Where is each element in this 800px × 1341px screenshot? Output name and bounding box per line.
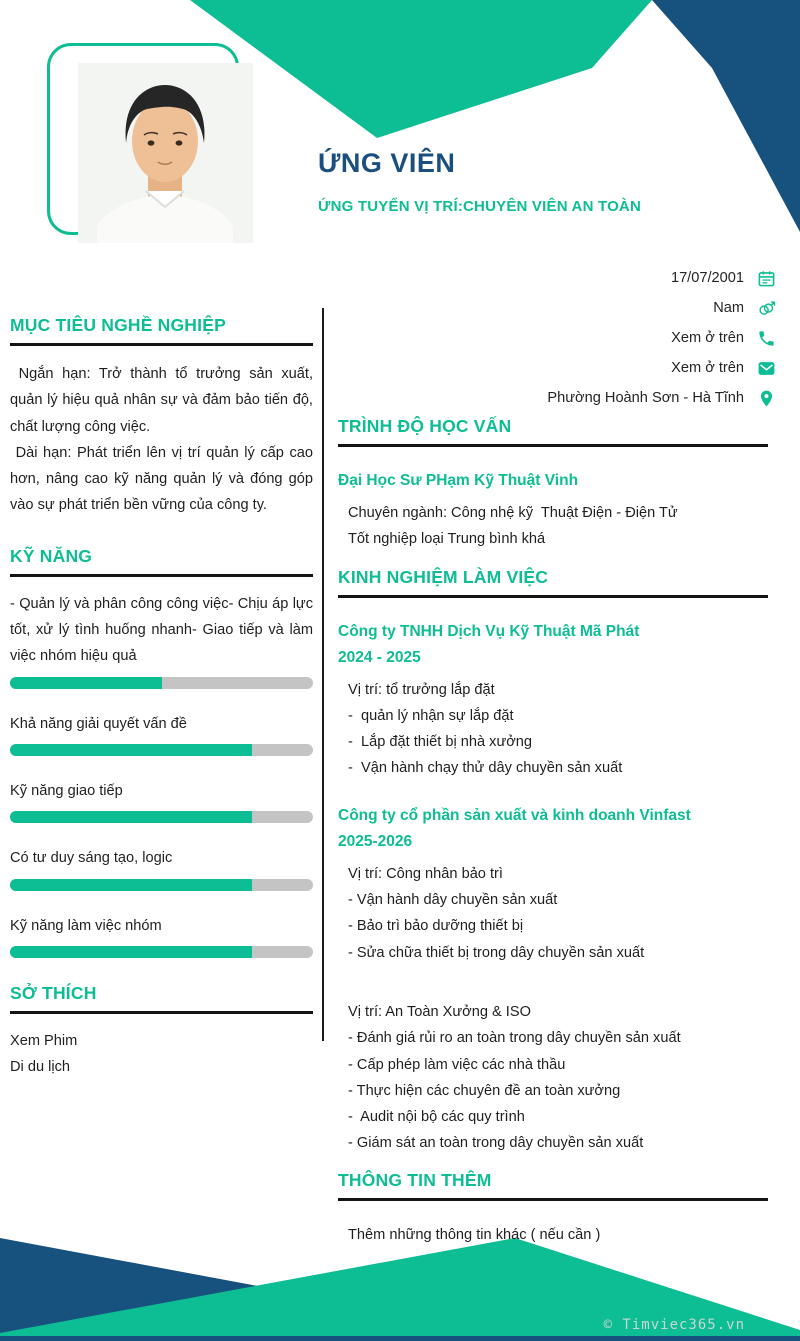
header-teal-shape (190, 0, 652, 138)
section-additional-info (338, 1169, 768, 1248)
skill-item (10, 711, 313, 756)
job-line: - Cấp phép làm việc các nhà thầu (348, 1056, 566, 1073)
contact-info (547, 263, 776, 413)
job-line: - Thực hiện các chuyên đề an toàn xưởng (348, 1082, 621, 1099)
skill-bar (10, 946, 313, 958)
section-hobbies (10, 982, 313, 1081)
hobbies-title: SỞ THÍCH (10, 982, 313, 1014)
email-icon (756, 358, 776, 378)
job-line: Vị trí: Công nhân bảo trì (348, 865, 503, 882)
job-entry (338, 620, 768, 782)
hobby-item: Xem Phim (10, 1032, 78, 1049)
section-experience (338, 566, 768, 1157)
skill-bar (10, 811, 313, 823)
job-line: - Sửa chữa thiết bị trong dây chuyền sản xuất (348, 944, 645, 961)
experience-title: KINH NGHIỆM LÀM VIỆC (338, 566, 768, 598)
objective-title: MỤC TIÊU NGHỀ NGHIỆP (10, 314, 313, 346)
job-line: - quản lý nhận sự lắp đặt (348, 707, 514, 724)
gender-value: Nam (713, 300, 744, 316)
email-value: Xem ở trên (671, 360, 744, 376)
right-column (338, 415, 768, 1248)
job-line: - Audit nội bộ các quy trình (348, 1109, 525, 1126)
skill-label: Kỹ năng giao tiếp (10, 782, 123, 799)
skill-label: Có tư duy sáng tạo, logic (10, 850, 173, 867)
column-divider (322, 308, 324, 1041)
job-line: - Bảo trì bảo dưỡng thiết bị (348, 918, 524, 935)
skill-item (10, 845, 313, 890)
skill-bar-fill (10, 811, 252, 823)
gender-icon (756, 298, 776, 318)
skill-bar-fill (10, 677, 162, 689)
job-line: - Vận hành chạy thử dây chuyền sản xuất (348, 760, 623, 777)
contact-row-birthday (547, 263, 776, 293)
job-line: - Vận hành dây chuyền sản xuất (348, 892, 558, 909)
contact-row-address (547, 383, 776, 413)
location-icon (756, 388, 776, 408)
portrait-illustration (78, 63, 253, 243)
school-name: Đại Học Sư PHạm Kỹ Thuật Vinh (338, 472, 579, 489)
contact-row-gender (547, 293, 776, 323)
job-line: - Giám sát an toàn trong dây chuyền sản xuất (348, 1135, 644, 1152)
objective-paragraph: Ngắn hạn: Trở thành tổ trưởng sản xuất, quản lý hiệu quả nhân sự và đảm bảo tiến độ, chất lượng công việc. (10, 366, 318, 435)
phone-value: Xem ở trên (671, 330, 744, 346)
job-period: 2025-2026 (338, 832, 413, 850)
job-line: - Lắp đặt thiết bị nhà xưởng (348, 734, 533, 751)
job-line: Vị trí: An Toàn Xưởng & ISO (348, 1003, 531, 1020)
job-entry (338, 999, 768, 1157)
section-education (338, 415, 768, 553)
company-name: Công ty cổ phần sản xuất và kinh doanh Vinfast (338, 806, 691, 824)
skill-bar-fill (10, 744, 252, 756)
candidate-name: ỨNG VIÊN (318, 148, 456, 178)
applied-position: ỨNG TUYỂN VỊ TRÍ:CHUYÊN VIÊN AN TOÀN (318, 198, 641, 215)
skill-label: Kỹ năng làm việc nhóm (10, 917, 162, 934)
skill-bar (10, 744, 313, 756)
footer-bottom-strip (0, 1336, 800, 1341)
contact-row-phone (547, 323, 776, 353)
job-line: - Đánh giá rủi ro an toàn trong dây chuyền sản xuất (348, 1030, 681, 1047)
skill-label: - Quản lý và phân công công việc- Chịu áp lực tốt, xử lý tình huống nhanh- Giao tiếp và làm việc nhóm hiệu quả (10, 595, 318, 665)
section-objective (10, 314, 318, 519)
education-detail: Tốt nghiệp loại Trung bình khá (348, 531, 546, 548)
watermark: © Timviec365.vn (603, 1317, 745, 1333)
job-period: 2024 - 2025 (338, 648, 421, 666)
hobby-item: Di du lịch (10, 1059, 71, 1076)
additional-info-title: THÔNG TIN THÊM (338, 1169, 768, 1201)
skill-label: Khả năng giải quyết vấn đề (10, 715, 187, 732)
skill-item (10, 913, 313, 958)
skill-item (10, 778, 313, 823)
skill-bar (10, 879, 313, 891)
job-entry (338, 804, 768, 966)
job-line: Vị trí: tổ trưởng lắp đặt (348, 681, 495, 698)
skills-title: KỸ NĂNG (10, 545, 313, 577)
phone-icon (756, 328, 776, 348)
header-navy-shape (652, 0, 800, 232)
skill-bar-fill (10, 879, 252, 891)
contact-row-email (547, 353, 776, 383)
birthday-value: 17/07/2001 (670, 270, 744, 286)
skill-item (10, 591, 318, 689)
skill-bar (10, 677, 313, 689)
section-skills (10, 545, 318, 958)
address-value: Phường Hoành Sơn - Hà Tĩnh (547, 390, 744, 406)
company-name: Công ty TNHH Dịch Vụ Kỹ Thuật Mã Phát (338, 622, 640, 640)
education-detail: Chuyên ngành: Công nhệ kỹ Thuật Điện - Điện Tử (348, 505, 678, 521)
candidate-photo (78, 63, 253, 243)
additional-info-text: Thêm những thông tin khác ( nếu cần ) (348, 1226, 601, 1243)
job-spacer (338, 966, 768, 992)
education-title: TRÌNH ĐỘ HỌC VẤN (338, 415, 768, 447)
left-column (10, 314, 318, 1080)
calendar-icon (756, 268, 776, 288)
skill-bar-fill (10, 946, 252, 958)
objective-paragraph: Dài hạn: Phát triển lên vị trí quản lý cấp cao hơn, nâng cao kỹ năng quản lý và đóng góp vào sự phát triển bền vững của công ty. (10, 444, 318, 514)
